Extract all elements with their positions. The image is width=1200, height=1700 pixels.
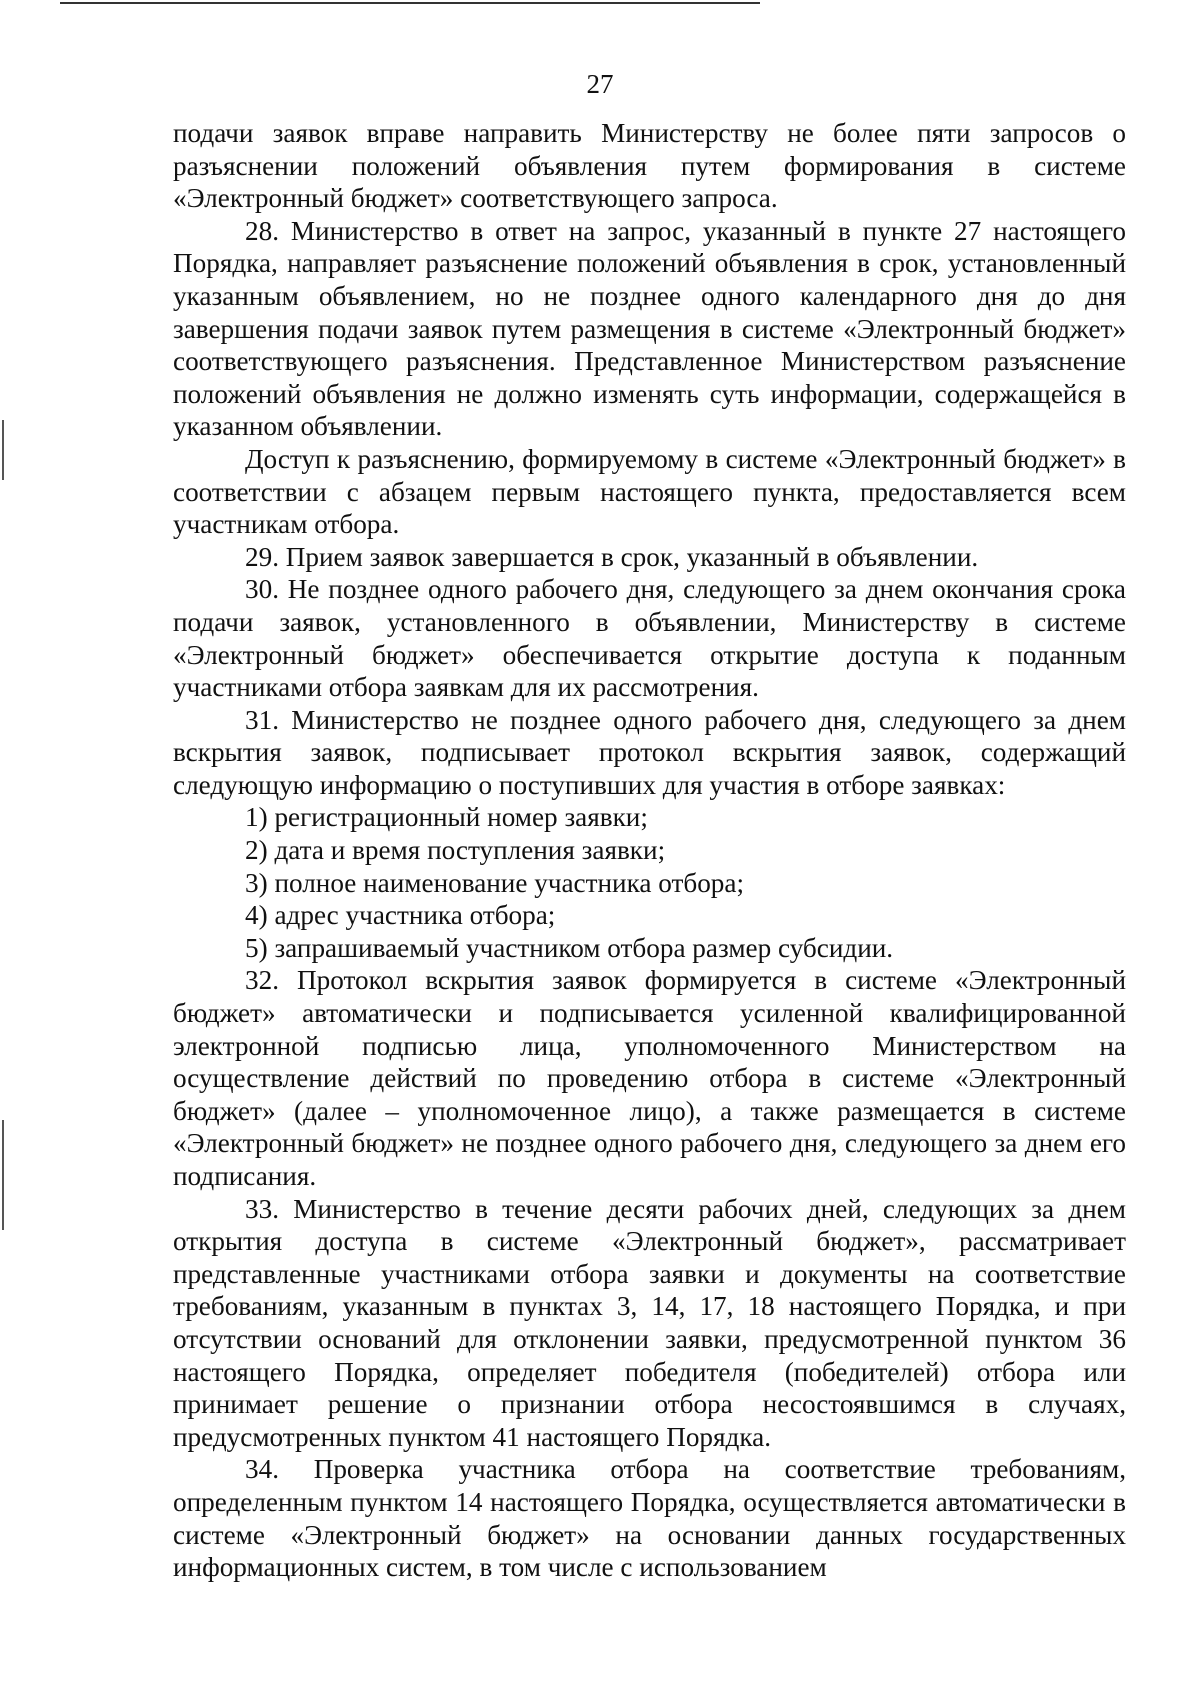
paragraph: 33. Министерство в течение десяти рабочих дней, следующих за днем открытия доступа в системе «Электронный бюджет», рассматривает представленные участниками отбора заявки и документы на соответствие требованиям, указанным в пунктах 3, 14, 17, 18 настоящего Порядка, и при отсутствии оснований для отклонении заявки, предусмотренной пунктом 36 настоящего Порядка, определяет победителя (победителей) отбора или принимает решение о признании отбора несостоявшимся в случаях, предусмотренных пунктом 41 настоящего Порядка. [173,1193,1126,1452]
list-item: 4) адрес участника отбора; [245,900,556,931]
paragraph: 31. Министерство не позднее одного рабочего дня, следующего за днем вскрытия заявок, подписывает протокол вскрытия заявок, содержащий следующую информацию о поступивших для участия в отборе заявках: [173,704,1126,800]
paragraph: 30. Не позднее одного рабочего дня, следующего за днем окончания срока подачи заявок, установленного в объявлении, Министерству в системе «Электронный бюджет» обеспечивается открытие доступа к поданным участниками отбора заявкам для их рассмотрения. [173,574,1126,703]
paragraph: 29. Прием заявок завершается в срок, указанный в объявлении. [245,541,979,572]
paragraph: 34. Проверка участника отбора на соответствие требованиям, определенным пунктом 14 настоящего Порядка, осуществляется автоматически в системе «Электронный бюджет» на основании данных государственных информационных систем, в том числе с использованием [173,1454,1126,1583]
page-number: 27 [586,69,614,99]
list-item: 5) запрашиваемый участником отбора размер субсидии. [245,932,894,963]
list-item: 3) полное наименование участника отбора; [245,867,745,898]
left-scan-mark [2,420,4,480]
paragraph: 32. Протокол вскрытия заявок формируется в системе «Электронный бюджет» автоматически и подписывается усиленной квалифицированной электронной подписью лица, уполномоченного Министерством на осуществление действий по проведению отбора в системе «Электронный бюджет» (далее – уполномоченное лицо), а также размещается в системе «Электронный бюджет» не позднее одного рабочего дня, следующего за днем его подписания. [173,965,1126,1191]
list-item: 1) регистрационный номер заявки; [245,802,648,833]
left-scan-mark [2,1120,4,1230]
document-body [173,117,1126,1584]
paragraph: подачи заявок вправе направить Министерству не более пяти запросов о разъяснении положений объявления путем формирования в системе «Электронный бюджет» соответствующего запроса. [173,118,1126,214]
paragraph: Доступ к разъяснению, формируемому в системе «Электронный бюджет» в соответствии с абзацем первым настоящего пункта, предоставляется всем участникам отбора. [173,443,1126,540]
top-scan-rule [60,2,760,4]
list-item: 2) дата и время поступления заявки; [245,835,666,866]
paragraph: 28. Министерство в ответ на запрос, указанный в пункте 27 настоящего Порядка, направляет разъяснение положений объявления в срок, установленный указанным объявлением, но не позднее одного календарного дня до дня завершения подачи заявок путем размещения в системе «Электронный бюджет» соответствующего разъяснения. Представленное Министерством разъяснение положений объявления не должно изменять суть информации, содержащейся в указанном объявлении. [173,215,1126,442]
